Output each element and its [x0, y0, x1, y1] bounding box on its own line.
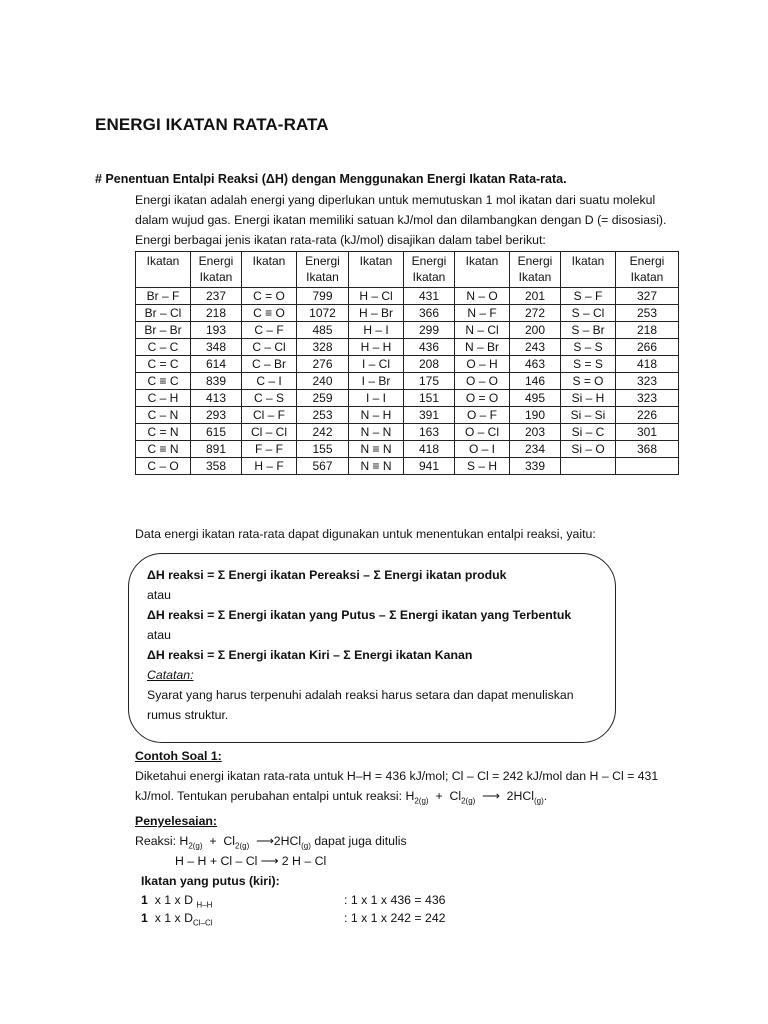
energy-cell: 175 [404, 373, 455, 390]
bond-cell: C – Cl [242, 339, 297, 356]
bond-cell [561, 458, 616, 475]
energy-cell [616, 458, 679, 475]
atau-1: atau [147, 588, 171, 602]
energy-cell: 413 [191, 390, 242, 407]
table-row [136, 390, 679, 407]
energy-cell: 339 [510, 458, 561, 475]
paragraph-line-3: Energi berbagai jenis ikatan rata-rata (kJ/mol) disajikan dalam tabel berikut: [135, 233, 546, 247]
broken-row-2-calc: : 1 x 1 x 242 = 242 [344, 911, 446, 925]
bond-cell: C – I [242, 373, 297, 390]
example-line-1: Diketahui energi ikatan rata-rata untuk H–H = 436 kJ/mol; Cl – Cl = 242 kJ/mol dan H – Cl = 431 [135, 769, 659, 783]
page-title: ENERGI IKATAN RATA-RATA [95, 115, 329, 134]
energy-cell: 891 [191, 441, 242, 458]
energy-cell: 146 [510, 373, 561, 390]
bond-cell: O – H [455, 356, 510, 373]
intro-text: Data energi ikatan rata-rata dapat digunakan untuk menentukan entalpi reaksi, yaitu: [135, 527, 596, 541]
bond-cell: O – I [455, 441, 510, 458]
energy-cell: 242 [297, 424, 349, 441]
table-header-cell: Energi Ikatan [616, 252, 679, 288]
bond-cell: H – Br [349, 305, 404, 322]
energy-cell: 201 [510, 288, 561, 305]
bond-cell: S – F [561, 288, 616, 305]
note-line-2: rumus struktur. [147, 708, 229, 722]
bond-cell: C – Br [242, 356, 297, 373]
energy-cell: 272 [510, 305, 561, 322]
table-row [136, 407, 679, 424]
bond-cell: Br – Cl [136, 305, 191, 322]
energy-cell: 614 [191, 356, 242, 373]
energy-cell: 328 [297, 339, 349, 356]
bond-cell: N – Br [455, 339, 510, 356]
table-header-cell: Energi Ikatan [297, 252, 349, 288]
energy-cell: 799 [297, 288, 349, 305]
energy-cell: 218 [616, 322, 679, 339]
energy-cell: 276 [297, 356, 349, 373]
bond-cell: N – F [455, 305, 510, 322]
table-row [136, 373, 679, 390]
table-header-row [136, 252, 679, 288]
energy-cell: 418 [616, 356, 679, 373]
energy-cell: 941 [404, 458, 455, 475]
energy-cell: 301 [616, 424, 679, 441]
energy-cell: 218 [191, 305, 242, 322]
section-heading: # Penentuan Entalpi Reaksi (ΔH) dengan Menggunakan Energi Ikatan Rata-rata. [95, 172, 567, 186]
bond-cell: H – H [349, 339, 404, 356]
energy-cell: 151 [404, 390, 455, 407]
table-header-cell: Ikatan [455, 252, 510, 288]
bond-cell: C – F [242, 322, 297, 339]
energy-cell: 266 [616, 339, 679, 356]
energy-cell: 358 [191, 458, 242, 475]
bond-cell: S – Cl [561, 305, 616, 322]
energy-cell: 431 [404, 288, 455, 305]
energy-cell: 243 [510, 339, 561, 356]
bond-cell: C ≡ N [136, 441, 191, 458]
energy-cell: 839 [191, 373, 242, 390]
note-line-1: Syarat yang harus terpenuhi adalah reaksi harus setara dan dapat menuliskan [147, 688, 574, 702]
table-header-cell: Ikatan [561, 252, 616, 288]
table-header-cell: Energi Ikatan [191, 252, 242, 288]
energy-cell: 615 [191, 424, 242, 441]
bond-cell: C – H [136, 390, 191, 407]
broken-row-1: 1 x 1 x D $_{H-H}$ [141, 893, 213, 910]
bond-cell: C = O [242, 288, 297, 305]
table-header-cell: Energi Ikatan [404, 252, 455, 288]
energy-cell: 323 [616, 373, 679, 390]
table-row [136, 356, 679, 373]
table-row [136, 339, 679, 356]
table-header-cell: Energi Ikatan [510, 252, 561, 288]
bond-cell: N – O [455, 288, 510, 305]
energy-cell: 348 [191, 339, 242, 356]
paragraph-line-2: dalam wujud gas. Energi ikatan memiliki satuan kJ/mol dan dilambangkan dengan D (= disosiasi). [135, 213, 667, 227]
energy-cell: 240 [297, 373, 349, 390]
energy-cell: 485 [297, 322, 349, 339]
energy-cell: 208 [404, 356, 455, 373]
broken-row-2: 1 x 1 x $D_{Cl-Cl}$ [141, 911, 213, 928]
bond-cell: C – O [136, 458, 191, 475]
bond-energy-table [135, 251, 679, 475]
energy-cell: 293 [191, 407, 242, 424]
energy-cell: 436 [404, 339, 455, 356]
bond-cell: N – H [349, 407, 404, 424]
bond-cell: I – I [349, 390, 404, 407]
table-header-cell: Ikatan [349, 252, 404, 288]
table-row [136, 441, 679, 458]
bond-cell: N – N [349, 424, 404, 441]
energy-cell: 366 [404, 305, 455, 322]
example-line-2: kJ/mol. Tentukan perubahan entalpi untuk reaksi: $H_{2(g)} + Cl_{2(g)}$ ⟶ 2HCl$_{(g)}$. [135, 789, 548, 806]
bond-cell: I – Br [349, 373, 404, 390]
energy-cell: 253 [297, 407, 349, 424]
bond-cell: S = S [561, 356, 616, 373]
bond-cell: H – I [349, 322, 404, 339]
energy-cell: 190 [510, 407, 561, 424]
bond-cell: C ≡ O [242, 305, 297, 322]
bond-cell: S – Br [561, 322, 616, 339]
note-label: Catatan: [147, 668, 194, 682]
atau-2: atau [147, 628, 171, 642]
energy-cell: 259 [297, 390, 349, 407]
bond-cell: F – F [242, 441, 297, 458]
bond-cell: I – Cl [349, 356, 404, 373]
table-row [136, 424, 679, 441]
table-row [136, 288, 679, 305]
bond-cell: C – S [242, 390, 297, 407]
reaction-line: Reaksi: $H_{2(g)} + Cl_{2(g)}$ ⟶2HCl$_{(g)}$ dapat juga ditulis [135, 834, 407, 851]
table-header-cell: Ikatan [242, 252, 297, 288]
energy-cell: 391 [404, 407, 455, 424]
bond-cell: C = N [136, 424, 191, 441]
bond-cell: C ≡ C [136, 373, 191, 390]
energy-cell: 327 [616, 288, 679, 305]
bond-cell: O – F [455, 407, 510, 424]
bond-cell: S – H [455, 458, 510, 475]
energy-cell: 163 [404, 424, 455, 441]
bond-cell: H – Cl [349, 288, 404, 305]
bond-cell: N – Cl [455, 322, 510, 339]
formula-3: ΔH reaksi = Σ Energi ikatan Kiri – Σ Energi ikatan Kanan [147, 648, 473, 662]
broken-row-1-calc: : 1 x 1 x 436 = 436 [344, 893, 446, 907]
energy-cell: 1072 [297, 305, 349, 322]
structure-line: H – H + Cl – Cl ⟶ 2 H – Cl [175, 854, 327, 868]
formula-2: ΔH reaksi = Σ Energi ikatan yang Putus – Σ Energi ikatan yang Terbentuk [147, 608, 572, 622]
bond-cell: Br – Br [136, 322, 191, 339]
energy-cell: 226 [616, 407, 679, 424]
energy-cell: 299 [404, 322, 455, 339]
table-row [136, 322, 679, 339]
energy-cell: 495 [510, 390, 561, 407]
bond-cell: Si – Si [561, 407, 616, 424]
energy-cell: 418 [404, 441, 455, 458]
broken-bonds-label: Ikatan yang putus (kiri): [141, 874, 280, 888]
bond-cell: N ≡ N [349, 441, 404, 458]
bond-cell: O – Cl [455, 424, 510, 441]
bond-cell: S – S [561, 339, 616, 356]
bond-cell: Si – H [561, 390, 616, 407]
energy-cell: 567 [297, 458, 349, 475]
bond-cell: S = O [561, 373, 616, 390]
energy-cell: 253 [616, 305, 679, 322]
paragraph-line-1: Energi ikatan adalah energi yang diperlukan untuk memutuskan 1 mol ikatan dari suatu molekul [135, 193, 656, 207]
energy-cell: 463 [510, 356, 561, 373]
energy-cell: 193 [191, 322, 242, 339]
bond-cell: O – O [455, 373, 510, 390]
energy-cell: 203 [510, 424, 561, 441]
bond-cell: C – N [136, 407, 191, 424]
bond-cell: H – F [242, 458, 297, 475]
table-row [136, 305, 679, 322]
bond-cell: C – C [136, 339, 191, 356]
energy-cell: 234 [510, 441, 561, 458]
energy-cell: 200 [510, 322, 561, 339]
energy-cell: 237 [191, 288, 242, 305]
table-row [136, 458, 679, 475]
formula-1: ΔH reaksi = Σ Energi ikatan Pereaksi – Σ Energi ikatan produk [147, 568, 507, 582]
bond-cell: O = O [455, 390, 510, 407]
solution-label: Penyelesaian: [135, 814, 218, 828]
energy-cell: 368 [616, 441, 679, 458]
energy-cell: 323 [616, 390, 679, 407]
table-header-cell: Ikatan [136, 252, 191, 288]
bond-cell: Br – F [136, 288, 191, 305]
bond-cell: C = C [136, 356, 191, 373]
bond-cell: Cl – F [242, 407, 297, 424]
energy-cell: 155 [297, 441, 349, 458]
bond-cell: Si – C [561, 424, 616, 441]
example-label: Contoh Soal 1: [135, 749, 222, 763]
bond-cell: Cl – Cl [242, 424, 297, 441]
bond-cell: Si – O [561, 441, 616, 458]
bond-cell: N ≡ N [349, 458, 404, 475]
